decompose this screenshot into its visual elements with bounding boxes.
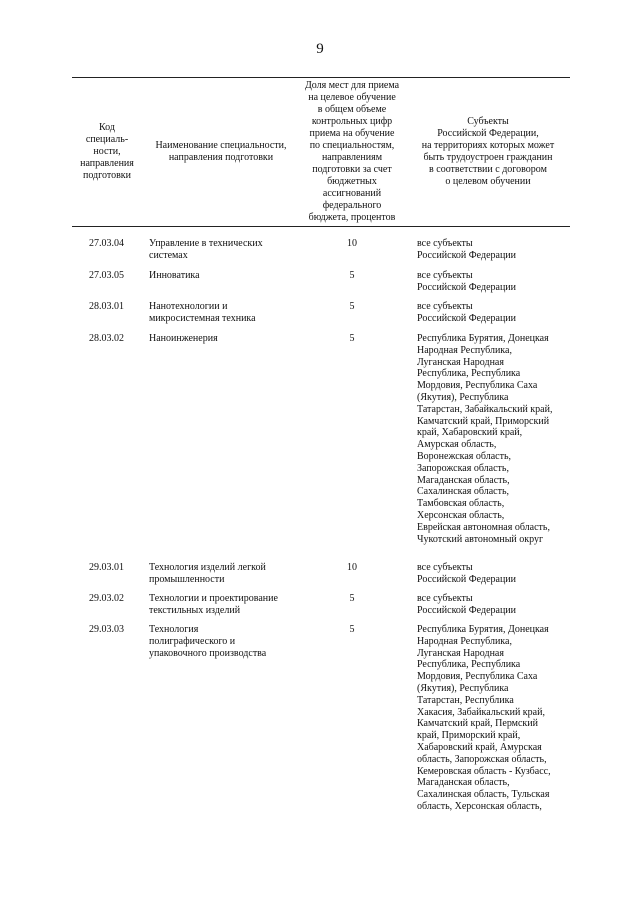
row-code: 27.03.05 bbox=[89, 270, 124, 281]
row-share: 5 bbox=[349, 333, 355, 344]
row-name: Технология изделий легкой промышленности bbox=[149, 562, 266, 585]
row-regions: все субъекты Российской Федерации bbox=[417, 562, 517, 585]
table-header-rule bbox=[72, 226, 570, 227]
row-share: 5 bbox=[349, 301, 355, 312]
row-regions: Республика Бурятия, Донецкая Народная Республика, Луганская Народная Республика, Республика Мордовия, Республика Саха (Якутия), Республика Татарстан, Республика Хакасия, Забайкальский край, Камчатский край, Пермский край, Приморский край, Хабаровский край, Амурская область, Запорожская область, Кемеровская область - Кузбасс, Магаданская область, Сахалинская область, Тульская область, Херсонская область, bbox=[417, 624, 551, 812]
row-share: 5 bbox=[349, 593, 355, 604]
row-share: 5 bbox=[349, 624, 355, 635]
header-share: Доля мест для приема на целевое обучение в общем объеме контрольных цифр приема на обучение по специальностям, направлениям подготовки за счет бюджетных ассигнований федерального бюджета, процентов bbox=[304, 79, 400, 223]
row-code: 28.03.02 bbox=[89, 333, 124, 344]
row-code: 29.03.02 bbox=[89, 593, 124, 604]
row-regions: Республика Бурятия, Донецкая Народная Республика, Луганская Народная Республика, Республика Мордовия, Республика Саха (Якутия), Республика Татарстан, Забайкальский край, Камчатский край, Приморский край, Хабаровский край, Амурская область, Воронежская область, Запорожская область, Магаданская область, Сахалинская область, Тамбовская область, Херсонская область, Еврейская автономная область, Чукотский автономный округ bbox=[417, 333, 553, 545]
row-regions: все субъекты Российской Федерации bbox=[417, 301, 517, 324]
row-name: Управление в технических системах bbox=[149, 238, 263, 261]
row-name: Наноинженерия bbox=[149, 333, 218, 344]
row-code: 29.03.01 bbox=[89, 562, 124, 573]
row-regions: все субъекты Российской Федерации bbox=[417, 593, 517, 616]
row-code: 28.03.01 bbox=[89, 301, 124, 312]
row-share: 10 bbox=[347, 562, 357, 573]
row-share: 10 bbox=[347, 238, 357, 249]
page-number: 9 bbox=[316, 41, 324, 57]
row-share: 5 bbox=[349, 270, 355, 281]
row-regions: все субъекты Российской Федерации bbox=[417, 270, 517, 293]
row-code: 27.03.04 bbox=[89, 238, 124, 249]
header-regions: Субъекты Российской Федерации, на территориях которых может быть трудоустроен гражданин в соответствии с договором о целевом обучении bbox=[421, 115, 555, 187]
row-name: Инноватика bbox=[149, 270, 200, 281]
header-name: Наименование специальности, направления подготовки bbox=[155, 139, 287, 163]
row-name: Технологии и проектирование текстильных изделий bbox=[149, 593, 278, 616]
row-name: Нанотехнологии и микросистемная техника bbox=[149, 301, 256, 324]
row-code: 29.03.03 bbox=[89, 624, 124, 635]
row-name: Технология полиграфического и упаковочного производства bbox=[149, 624, 267, 659]
row-regions: все субъекты Российской Федерации bbox=[417, 238, 517, 261]
header-code: Код специаль- ности, направления подготовки bbox=[80, 121, 134, 181]
